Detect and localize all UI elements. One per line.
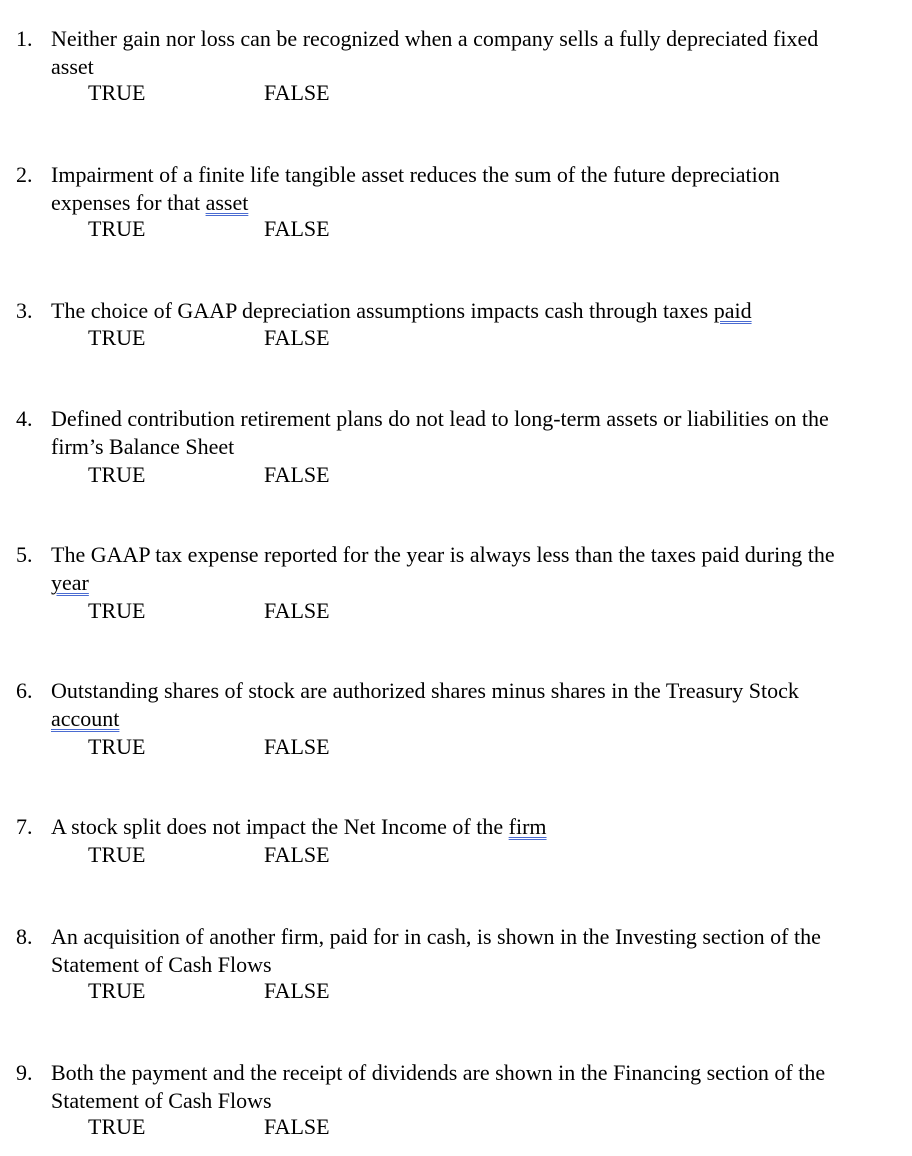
question-line-text: A stock split does not impact the Net Income of the [51, 814, 509, 839]
option-true[interactable]: TRUE [88, 598, 146, 623]
question-line: Impairment of a finite life tangible asset reduces the sum of the future depreciation [51, 162, 780, 187]
spellcheck-marked-word: account [51, 706, 120, 731]
question-line: Neither gain nor loss can be recognized when a company sells a fully depreciated fixed [51, 26, 819, 51]
spellcheck-marked-word: firm [508, 814, 547, 839]
spellcheck-marked-word: year [51, 570, 89, 595]
question-text [51, 1059, 903, 1115]
question-text [51, 405, 903, 461]
question-line-text: expenses for that [51, 190, 206, 215]
option-false[interactable]: FALSE [264, 462, 330, 487]
question-line: Defined contribution retirement plans do not lead to long-term assets or liabilities on the [51, 406, 829, 431]
question-line [51, 433, 903, 461]
spellcheck-marked-word: paid [713, 298, 752, 323]
question-number: 5. [16, 542, 33, 567]
question-line [51, 813, 903, 841]
question-number: 8. [16, 924, 33, 949]
option-true[interactable]: TRUE [88, 1114, 146, 1139]
question-line-text: firm’s Balance Sheet [51, 434, 235, 459]
question-number: 7. [16, 814, 33, 839]
option-true[interactable]: TRUE [88, 462, 146, 487]
option-false[interactable]: FALSE [264, 842, 330, 867]
question-line: An acquisition of another firm, paid for in cash, is shown in the Investing section of the [51, 924, 821, 949]
spellcheck-marked-word: asset [205, 190, 249, 215]
question-line [51, 951, 903, 979]
option-false[interactable]: FALSE [264, 80, 330, 105]
question-line [51, 53, 903, 81]
question-line-text: Statement of Cash Flows [51, 1088, 272, 1113]
option-false[interactable]: FALSE [264, 734, 330, 759]
question-number: 2. [16, 162, 33, 187]
option-true[interactable]: TRUE [88, 978, 146, 1003]
question-line [51, 297, 903, 325]
question-text [51, 297, 903, 325]
question-line-text: The choice of GAAP depreciation assumptions impacts cash through taxes [51, 298, 714, 323]
option-true[interactable]: TRUE [88, 734, 146, 759]
option-false[interactable]: FALSE [264, 1114, 330, 1139]
option-true[interactable]: TRUE [88, 80, 146, 105]
question-text [51, 923, 903, 979]
question-line [51, 189, 903, 217]
question-number: 3. [16, 298, 33, 323]
question-line-text: asset [51, 54, 94, 79]
question-number: 4. [16, 406, 33, 431]
option-false[interactable]: FALSE [264, 325, 330, 350]
option-true[interactable]: TRUE [88, 325, 146, 350]
question-text [51, 161, 903, 217]
question-number: 9. [16, 1060, 33, 1085]
question-line-text: Statement of Cash Flows [51, 952, 272, 977]
question-text [51, 677, 903, 733]
question-line: The GAAP tax expense reported for the year is always less than the taxes paid during the [51, 542, 835, 567]
question-text [51, 25, 903, 81]
question-line: Outstanding shares of stock are authorized shares minus shares in the Treasury Stock [51, 678, 799, 703]
question-line [51, 569, 903, 597]
option-false[interactable]: FALSE [264, 216, 330, 241]
question-line: Both the payment and the receipt of dividends are shown in the Financing section of the [51, 1060, 826, 1085]
question-number: 1. [16, 26, 33, 51]
question-line [51, 705, 903, 733]
question-text [51, 813, 903, 841]
option-true[interactable]: TRUE [88, 842, 146, 867]
question-text [51, 541, 903, 597]
question-line [51, 1087, 903, 1115]
option-false[interactable]: FALSE [264, 598, 330, 623]
question-number: 6. [16, 678, 33, 703]
option-true[interactable]: TRUE [88, 216, 146, 241]
option-false[interactable]: FALSE [264, 978, 330, 1003]
